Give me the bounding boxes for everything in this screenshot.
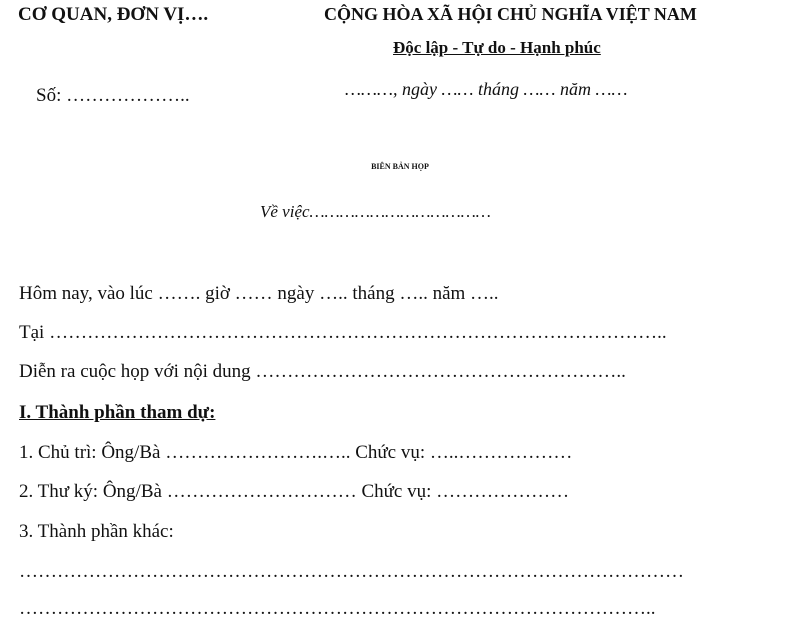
national-motto: Độc lập - Tự do - Hạnh phúc bbox=[393, 38, 601, 57]
chair-line: 1. Chủ trì: Ông/Bà …………………….….. Chức vụ: …..……………… bbox=[19, 442, 573, 463]
meeting-time-line: Hôm nay, vào lúc ……. giờ …… ngày ….. tháng ….. năm ….. bbox=[19, 283, 499, 304]
document-title: BIÊN BẢN HỌP bbox=[371, 162, 429, 171]
secretary-line: 2. Thư ký: Ông/Bà ………………………… Chức vụ: ………………… bbox=[19, 481, 570, 502]
other-participants-line: 3. Thành phần khác: bbox=[19, 521, 174, 542]
section-heading-participants: I. Thành phần tham dự: bbox=[19, 402, 216, 423]
organization-name: CƠ QUAN, ĐƠN VỊ…. bbox=[18, 4, 209, 25]
meeting-place-line: Tại …………………………………………………………………………………….. bbox=[19, 322, 667, 343]
dotted-line: ……………………………………………………………………………………….. bbox=[19, 598, 656, 619]
dotted-line: …………………………………………………………………………………………… bbox=[19, 561, 684, 582]
date-line: ………, ngày …… tháng …… năm …… bbox=[345, 79, 628, 99]
subject-line: Về việc……………………………… bbox=[260, 202, 491, 221]
document-number: Số: ……………….. bbox=[36, 85, 190, 106]
nation-title: CỘNG HÒA XÃ HỘI CHỦ NGHĨA VIỆT NAM bbox=[324, 4, 697, 24]
meeting-content-line: Diễn ra cuộc họp với nội dung ………………………………………………….. bbox=[19, 361, 626, 382]
